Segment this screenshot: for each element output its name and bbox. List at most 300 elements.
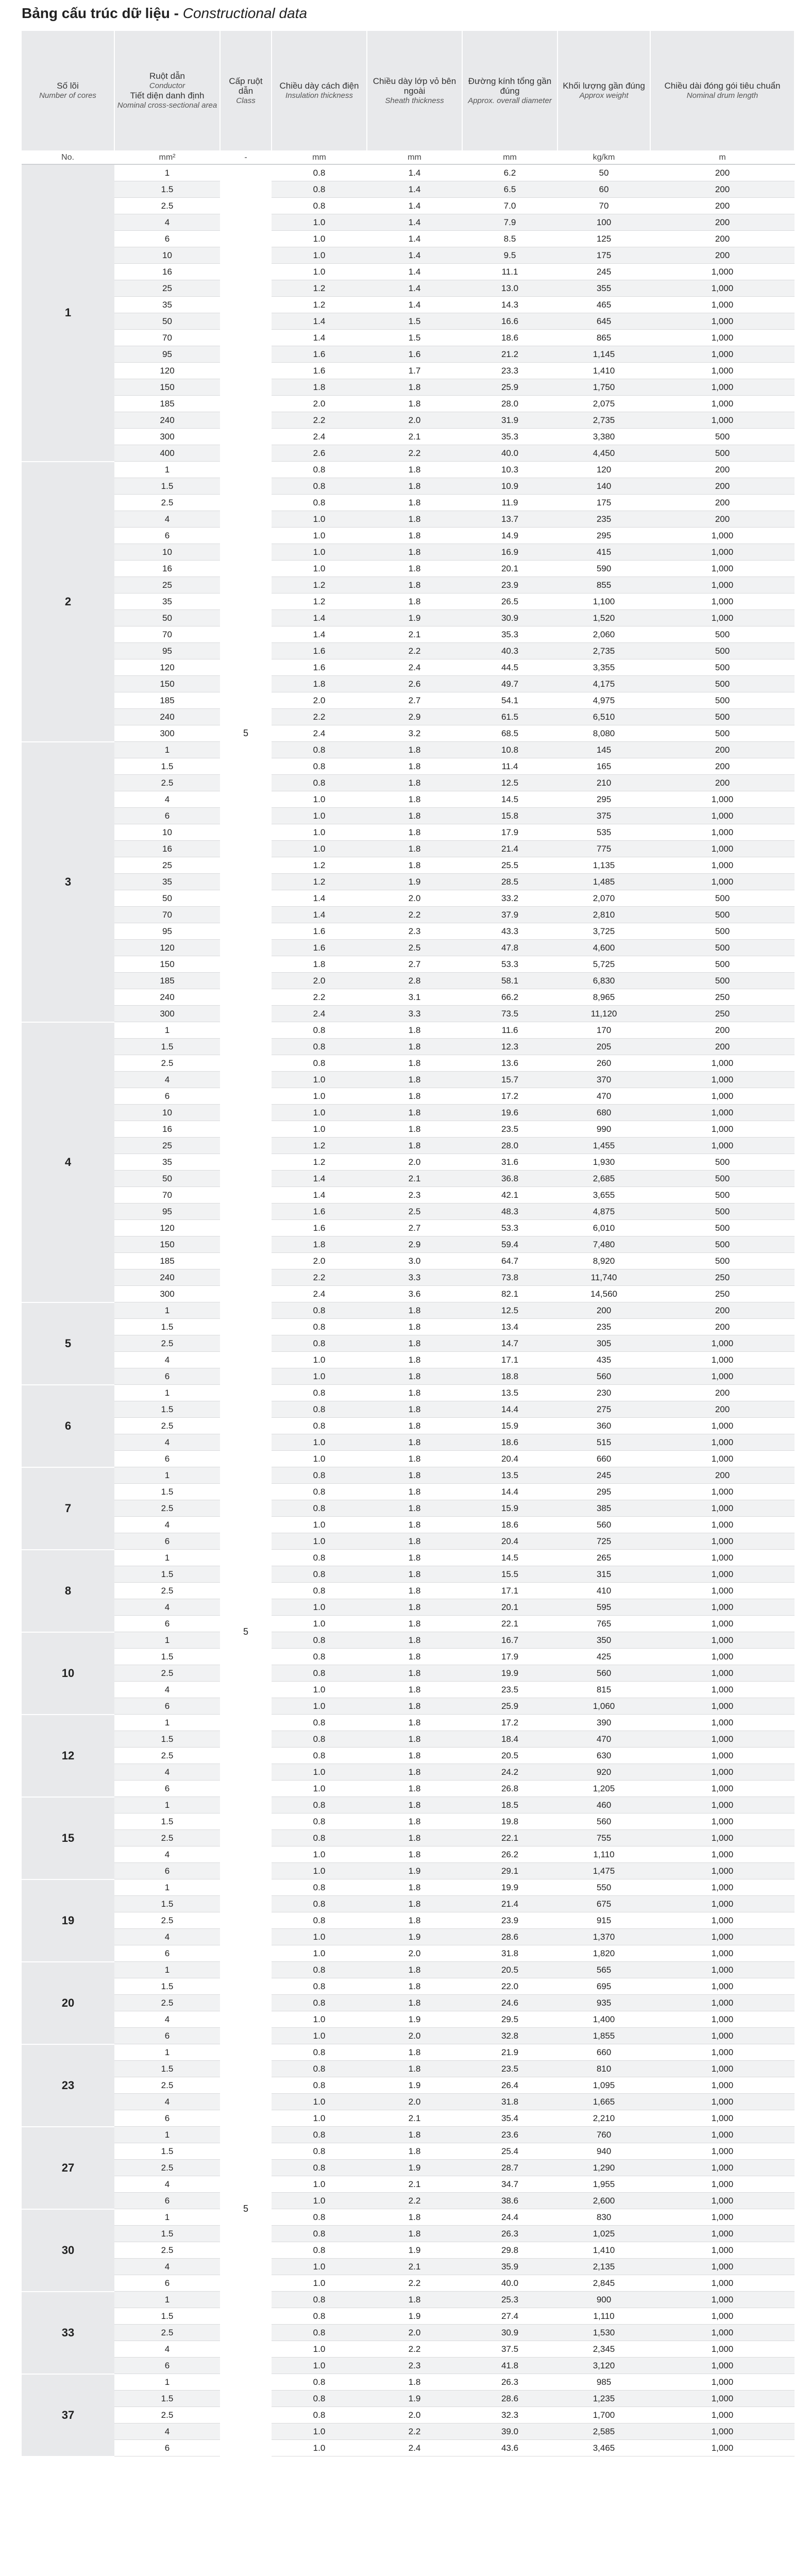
weight-cell: 660 xyxy=(557,2044,650,2061)
drum-length-cell: 1,000 xyxy=(650,1649,795,1665)
insulation-cell: 0.8 xyxy=(272,2325,367,2341)
weight-cell: 200 xyxy=(557,1302,650,1319)
diameter-cell: 18.5 xyxy=(462,1797,557,1814)
table-row xyxy=(22,1022,795,1039)
drum-length-cell: 1,000 xyxy=(650,594,795,610)
diameter-cell: 10.8 xyxy=(462,742,557,758)
weight-cell: 1,110 xyxy=(557,2308,650,2325)
table-row xyxy=(22,2127,795,2143)
weight-cell: 210 xyxy=(557,775,650,791)
diameter-cell: 17.9 xyxy=(462,1649,557,1665)
sheath-cell: 1.8 xyxy=(367,1665,462,1682)
title-vi: Bảng cấu trúc dữ liệu xyxy=(22,5,170,21)
diameter-cell: 26.4 xyxy=(462,2077,557,2094)
sheath-cell: 1.8 xyxy=(367,1467,462,1484)
weight-cell: 4,450 xyxy=(557,445,650,462)
cross-section-cell: 50 xyxy=(114,890,220,907)
drum-length-cell: 1,000 xyxy=(650,1830,795,1846)
drum-length-cell: 1,000 xyxy=(650,1072,795,1088)
diameter-cell: 30.9 xyxy=(462,2325,557,2341)
insulation-cell: 1.0 xyxy=(272,1121,367,1138)
sheath-cell: 1.8 xyxy=(367,577,462,594)
table-row xyxy=(22,709,795,725)
weight-cell: 645 xyxy=(557,313,650,330)
drum-length-cell: 1,000 xyxy=(650,1929,795,1945)
drum-length-cell: 1,000 xyxy=(650,1138,795,1154)
title-en: Constructional data xyxy=(182,5,308,21)
cross-section-cell: 300 xyxy=(114,725,220,742)
cross-section-cell: 1 xyxy=(114,1962,220,1978)
cross-section-cell: 6 xyxy=(114,2193,220,2209)
table-row xyxy=(22,1055,795,1072)
cross-section-cell: 2.5 xyxy=(114,495,220,511)
table-row xyxy=(22,2391,795,2407)
diameter-cell: 22.0 xyxy=(462,1978,557,1995)
cores-count: 12 xyxy=(22,1715,114,1797)
drum-length-cell: 1,000 xyxy=(650,2094,795,2110)
sheath-cell: 2.2 xyxy=(367,445,462,462)
table-row xyxy=(22,1418,795,1434)
sheath-cell: 2.1 xyxy=(367,2110,462,2127)
weight-cell: 1,520 xyxy=(557,610,650,626)
diameter-cell: 35.4 xyxy=(462,2110,557,2127)
cross-section-cell: 4 xyxy=(114,214,220,231)
insulation-cell: 1.0 xyxy=(272,2259,367,2275)
weight-cell: 765 xyxy=(557,1616,650,1632)
drum-length-cell: 200 xyxy=(650,742,795,758)
diameter-cell: 14.5 xyxy=(462,791,557,808)
sheath-cell: 2.2 xyxy=(367,2193,462,2209)
cross-section-cell: 16 xyxy=(114,264,220,280)
weight-cell: 1,485 xyxy=(557,874,650,890)
sheath-cell: 2.0 xyxy=(367,2407,462,2424)
table-row xyxy=(22,1566,795,1583)
diameter-cell: 18.6 xyxy=(462,1434,557,1451)
weight-cell: 8,965 xyxy=(557,989,650,1006)
weight-cell: 680 xyxy=(557,1105,650,1121)
table-row xyxy=(22,989,795,1006)
weight-cell: 1,060 xyxy=(557,1698,650,1715)
insulation-cell: 1.0 xyxy=(272,2341,367,2358)
weight-cell: 100 xyxy=(557,214,650,231)
diameter-cell: 19.9 xyxy=(462,1665,557,1682)
cross-section-cell: 2.5 xyxy=(114,2242,220,2259)
weight-cell: 2,735 xyxy=(557,643,650,659)
weight-cell: 1,110 xyxy=(557,1846,650,1863)
table-row xyxy=(22,2341,795,2358)
unit-weight: kg/km xyxy=(557,150,650,164)
cross-section-cell: 16 xyxy=(114,841,220,857)
weight-cell: 7,480 xyxy=(557,1236,650,1253)
drum-length-cell: 200 xyxy=(650,214,795,231)
insulation-cell: 2.4 xyxy=(272,1006,367,1022)
table-row xyxy=(22,313,795,330)
cross-section-cell: 6 xyxy=(114,231,220,247)
cross-section-cell: 120 xyxy=(114,363,220,379)
sheath-cell: 1.8 xyxy=(367,462,462,478)
weight-cell: 370 xyxy=(557,1072,650,1088)
drum-length-cell: 250 xyxy=(650,1006,795,1022)
cross-section-cell: 185 xyxy=(114,1253,220,1269)
insulation-cell: 0.8 xyxy=(272,1912,367,1929)
table-row xyxy=(22,495,795,511)
cross-section-cell: 240 xyxy=(114,989,220,1006)
table-row xyxy=(22,1187,795,1204)
sheath-cell: 2.2 xyxy=(367,2424,462,2440)
diameter-cell: 15.8 xyxy=(462,808,557,824)
sheath-cell: 3.0 xyxy=(367,1253,462,1269)
table-row xyxy=(22,626,795,643)
page-title xyxy=(22,5,307,22)
cross-section-cell: 2.5 xyxy=(114,775,220,791)
diameter-cell: 24.2 xyxy=(462,1764,557,1781)
diameter-cell: 27.4 xyxy=(462,2308,557,2325)
cross-section-cell: 1.5 xyxy=(114,1814,220,1830)
cores-count: 4 xyxy=(22,1022,114,1302)
cross-section-cell: 95 xyxy=(114,643,220,659)
cross-section-cell: 1 xyxy=(114,2374,220,2391)
weight-cell: 725 xyxy=(557,1533,650,1550)
cross-section-cell: 300 xyxy=(114,1006,220,1022)
weight-cell: 1,290 xyxy=(557,2160,650,2176)
insulation-cell: 1.4 xyxy=(272,1187,367,1204)
sheath-cell: 1.8 xyxy=(367,791,462,808)
sheath-cell: 3.3 xyxy=(367,1269,462,1286)
cross-section-cell: 4 xyxy=(114,2341,220,2358)
weight-cell: 11,120 xyxy=(557,1006,650,1022)
drum-length-cell: 1,000 xyxy=(650,1418,795,1434)
table-row xyxy=(22,1467,795,1484)
weight-cell: 295 xyxy=(557,528,650,544)
diameter-cell: 23.5 xyxy=(462,1682,557,1698)
cores-count: 1 xyxy=(22,164,114,462)
drum-length-cell: 1,000 xyxy=(650,1978,795,1995)
insulation-cell: 1.0 xyxy=(272,1698,367,1715)
diameter-cell: 13.0 xyxy=(462,280,557,297)
drum-length-cell: 1,000 xyxy=(650,2275,795,2292)
sheath-cell: 1.8 xyxy=(367,1912,462,1929)
header-class: Cấp ruột dẫn Class xyxy=(220,31,272,150)
insulation-cell: 1.0 xyxy=(272,824,367,841)
diameter-cell: 12.5 xyxy=(462,775,557,791)
table-row xyxy=(22,478,795,495)
sheath-cell: 1.8 xyxy=(367,1616,462,1632)
insulation-cell: 0.8 xyxy=(272,1022,367,1039)
cross-section-cell: 2.5 xyxy=(114,1418,220,1434)
table-row xyxy=(22,1649,795,1665)
weight-cell: 695 xyxy=(557,1978,650,1995)
insulation-cell: 1.2 xyxy=(272,874,367,890)
sheath-cell: 2.3 xyxy=(367,2358,462,2374)
weight-cell: 175 xyxy=(557,495,650,511)
diameter-cell: 37.5 xyxy=(462,2341,557,2358)
cross-section-cell: 6 xyxy=(114,1863,220,1879)
table-row xyxy=(22,1665,795,1682)
weight-cell: 385 xyxy=(557,1500,650,1517)
sheath-cell: 2.5 xyxy=(367,1204,462,1220)
sheath-cell: 2.0 xyxy=(367,2094,462,2110)
diameter-cell: 11.1 xyxy=(462,264,557,280)
drum-length-cell: 1,000 xyxy=(650,2044,795,2061)
sheath-cell: 2.1 xyxy=(367,2176,462,2193)
table-row xyxy=(22,1220,795,1236)
sheath-cell: 1.8 xyxy=(367,758,462,775)
diameter-cell: 8.5 xyxy=(462,231,557,247)
header-diameter: Đường kính tổng gần đúng Approx. overall diameter xyxy=(462,31,557,150)
table-row xyxy=(22,1269,795,1286)
cross-section-cell: 70 xyxy=(114,330,220,346)
insulation-cell: 0.8 xyxy=(272,1978,367,1995)
drum-length-cell: 1,000 xyxy=(650,1879,795,1896)
insulation-cell: 0.8 xyxy=(272,1484,367,1500)
cross-section-cell: 240 xyxy=(114,412,220,429)
drum-length-cell: 1,000 xyxy=(650,1566,795,1583)
diameter-cell: 73.8 xyxy=(462,1269,557,1286)
table-row xyxy=(22,1781,795,1797)
cross-section-cell: 1 xyxy=(114,462,220,478)
sheath-cell: 1.8 xyxy=(367,1995,462,2011)
title-separator: - xyxy=(170,5,183,21)
insulation-cell: 1.0 xyxy=(272,1368,367,1385)
sheath-cell: 2.0 xyxy=(367,890,462,907)
weight-cell: 815 xyxy=(557,1682,650,1698)
drum-length-cell: 200 xyxy=(650,495,795,511)
drum-length-cell: 1,000 xyxy=(650,544,795,561)
diameter-cell: 12.5 xyxy=(462,1302,557,1319)
sheath-cell: 1.8 xyxy=(367,2127,462,2143)
drum-length-cell: 500 xyxy=(650,626,795,643)
insulation-cell: 1.0 xyxy=(272,2110,367,2127)
diameter-cell: 19.6 xyxy=(462,1105,557,1121)
table-row xyxy=(22,214,795,231)
sheath-cell: 2.1 xyxy=(367,626,462,643)
insulation-cell: 0.8 xyxy=(272,1302,367,1319)
weight-cell: 165 xyxy=(557,758,650,775)
table-row xyxy=(22,907,795,923)
weight-cell: 465 xyxy=(557,297,650,313)
cross-section-cell: 1 xyxy=(114,1879,220,1896)
diameter-cell: 24.4 xyxy=(462,2209,557,2226)
drum-length-cell: 200 xyxy=(650,1039,795,1055)
diameter-cell: 40.3 xyxy=(462,643,557,659)
insulation-cell: 0.8 xyxy=(272,1632,367,1649)
insulation-cell: 1.4 xyxy=(272,610,367,626)
sheath-cell: 2.9 xyxy=(367,1236,462,1253)
drum-length-cell: 500 xyxy=(650,1187,795,1204)
weight-cell: 355 xyxy=(557,280,650,297)
cross-section-cell: 120 xyxy=(114,1220,220,1236)
drum-length-cell: 1,000 xyxy=(650,2325,795,2341)
table-row xyxy=(22,1731,795,1748)
weight-cell: 1,455 xyxy=(557,1138,650,1154)
diameter-cell: 30.9 xyxy=(462,610,557,626)
diameter-cell: 20.4 xyxy=(462,1451,557,1467)
insulation-cell: 1.0 xyxy=(272,1945,367,1962)
sheath-cell: 1.4 xyxy=(367,231,462,247)
sheath-cell: 1.8 xyxy=(367,2374,462,2391)
unit-diameter: mm xyxy=(462,150,557,164)
table-row xyxy=(22,1550,795,1566)
insulation-cell: 1.0 xyxy=(272,791,367,808)
cross-section-cell: 4 xyxy=(114,511,220,528)
drum-length-cell: 1,000 xyxy=(650,264,795,280)
cross-section-cell: 120 xyxy=(114,940,220,956)
cross-section-cell: 1 xyxy=(114,1632,220,1649)
diameter-cell: 16.9 xyxy=(462,544,557,561)
diameter-cell: 25.5 xyxy=(462,857,557,874)
cores-count: 19 xyxy=(22,1879,114,1962)
cross-section-cell: 35 xyxy=(114,874,220,890)
cross-section-cell: 4 xyxy=(114,1764,220,1781)
diameter-cell: 20.4 xyxy=(462,1533,557,1550)
table-row xyxy=(22,890,795,907)
diameter-cell: 14.9 xyxy=(462,528,557,544)
weight-cell: 1,410 xyxy=(557,363,650,379)
sheath-cell: 1.8 xyxy=(367,1962,462,1978)
sheath-cell: 2.5 xyxy=(367,940,462,956)
cross-section-cell: 4 xyxy=(114,1517,220,1533)
table-row xyxy=(22,758,795,775)
drum-length-cell: 200 xyxy=(650,478,795,495)
weight-cell: 6,830 xyxy=(557,973,650,989)
diameter-cell: 66.2 xyxy=(462,989,557,1006)
weight-cell: 550 xyxy=(557,1879,650,1896)
drum-length-cell: 1,000 xyxy=(650,1121,795,1138)
drum-length-cell: 1,000 xyxy=(650,2358,795,2374)
diameter-cell: 43.3 xyxy=(462,923,557,940)
drum-length-cell: 1,000 xyxy=(650,2407,795,2424)
drum-length-cell: 1,000 xyxy=(650,363,795,379)
cross-section-cell: 25 xyxy=(114,577,220,594)
table-row xyxy=(22,445,795,462)
diameter-cell: 25.3 xyxy=(462,2292,557,2308)
drum-length-cell: 1,000 xyxy=(650,1764,795,1781)
weight-cell: 2,735 xyxy=(557,412,650,429)
drum-length-cell: 500 xyxy=(650,1236,795,1253)
cross-section-cell: 4 xyxy=(114,1929,220,1945)
cores-count: 15 xyxy=(22,1797,114,1879)
diameter-cell: 25.9 xyxy=(462,1698,557,1715)
diameter-cell: 47.8 xyxy=(462,940,557,956)
weight-cell: 4,600 xyxy=(557,940,650,956)
weight-cell: 675 xyxy=(557,1896,650,1912)
cross-section-cell: 1 xyxy=(114,1385,220,1401)
cross-section-cell: 150 xyxy=(114,379,220,396)
sheath-cell: 1.8 xyxy=(367,1830,462,1846)
drum-length-cell: 500 xyxy=(650,725,795,742)
diameter-cell: 42.1 xyxy=(462,1187,557,1204)
drum-length-cell: 1,000 xyxy=(650,841,795,857)
cross-section-cell: 1.5 xyxy=(114,1566,220,1583)
cross-section-cell: 1.5 xyxy=(114,1731,220,1748)
drum-length-cell: 1,000 xyxy=(650,1912,795,1929)
sheath-cell: 1.8 xyxy=(367,1748,462,1764)
table-row xyxy=(22,643,795,659)
drum-length-cell: 1,000 xyxy=(650,2077,795,2094)
weight-cell: 1,025 xyxy=(557,2226,650,2242)
sheath-cell: 1.9 xyxy=(367,2077,462,2094)
insulation-cell: 1.4 xyxy=(272,313,367,330)
sheath-cell: 1.8 xyxy=(367,396,462,412)
insulation-cell: 1.0 xyxy=(272,247,367,264)
table-row xyxy=(22,2374,795,2391)
weight-cell: 4,175 xyxy=(557,676,650,692)
cross-section-cell: 1 xyxy=(114,742,220,758)
cores-count: 37 xyxy=(22,2374,114,2456)
table-row xyxy=(22,1385,795,1401)
diameter-cell: 17.1 xyxy=(462,1583,557,1599)
sheath-cell: 1.8 xyxy=(367,775,462,791)
cores-count: 20 xyxy=(22,1962,114,2044)
drum-length-cell: 250 xyxy=(650,1286,795,1302)
drum-length-cell: 500 xyxy=(650,1204,795,1220)
diameter-cell: 44.5 xyxy=(462,659,557,676)
table-row xyxy=(22,742,795,758)
sheath-cell: 1.8 xyxy=(367,1039,462,1055)
insulation-cell: 1.0 xyxy=(272,2094,367,2110)
insulation-cell: 1.0 xyxy=(272,1846,367,1863)
drum-length-cell: 1,000 xyxy=(650,1055,795,1072)
sheath-cell: 1.8 xyxy=(367,1814,462,1830)
table-row xyxy=(22,511,795,528)
table-row xyxy=(22,2011,795,2028)
sheath-cell: 3.6 xyxy=(367,1286,462,1302)
drum-length-cell: 200 xyxy=(650,181,795,198)
cross-section-cell: 95 xyxy=(114,346,220,363)
cross-section-cell: 300 xyxy=(114,429,220,445)
cross-section-cell: 4 xyxy=(114,791,220,808)
unit-drum-length: m xyxy=(650,150,795,164)
drum-length-cell: 1,000 xyxy=(650,577,795,594)
diameter-cell: 25.4 xyxy=(462,2143,557,2160)
table-row xyxy=(22,808,795,824)
insulation-cell: 0.8 xyxy=(272,2226,367,2242)
insulation-cell: 2.2 xyxy=(272,989,367,1006)
header-area: Ruột dẫn Conductor Tiết diện danh định Nominal cross-sectional area xyxy=(114,31,220,150)
weight-cell: 6,010 xyxy=(557,1220,650,1236)
diameter-cell: 49.7 xyxy=(462,676,557,692)
weight-cell: 920 xyxy=(557,1764,650,1781)
sheath-cell: 2.2 xyxy=(367,2341,462,2358)
drum-length-cell: 1,000 xyxy=(650,1781,795,1797)
diameter-cell: 41.8 xyxy=(462,2358,557,2374)
cross-section-cell: 2.5 xyxy=(114,1995,220,2011)
insulation-cell: 0.8 xyxy=(272,1830,367,1846)
cross-section-cell: 2.5 xyxy=(114,2077,220,2094)
cross-section-cell: 1.5 xyxy=(114,2226,220,2242)
table-row xyxy=(22,1171,795,1187)
insulation-cell: 1.8 xyxy=(272,1236,367,1253)
table-row xyxy=(22,1715,795,1731)
weight-cell: 295 xyxy=(557,791,650,808)
table-row xyxy=(22,1599,795,1616)
diameter-cell: 10.9 xyxy=(462,478,557,495)
drum-length-cell: 1,000 xyxy=(650,346,795,363)
cross-section-cell: 2.5 xyxy=(114,1500,220,1517)
cross-section-cell: 2.5 xyxy=(114,1583,220,1599)
weight-cell: 900 xyxy=(557,2292,650,2308)
weight-cell: 1,530 xyxy=(557,2325,650,2341)
diameter-cell: 82.1 xyxy=(462,1286,557,1302)
drum-length-cell: 1,000 xyxy=(650,2308,795,2325)
table-row xyxy=(22,791,795,808)
diameter-cell: 43.6 xyxy=(462,2440,557,2456)
insulation-cell: 0.8 xyxy=(272,1814,367,1830)
insulation-cell: 1.0 xyxy=(272,528,367,544)
drum-length-cell: 1,000 xyxy=(650,1748,795,1764)
cross-section-cell: 4 xyxy=(114,1072,220,1088)
insulation-cell: 0.8 xyxy=(272,2061,367,2077)
